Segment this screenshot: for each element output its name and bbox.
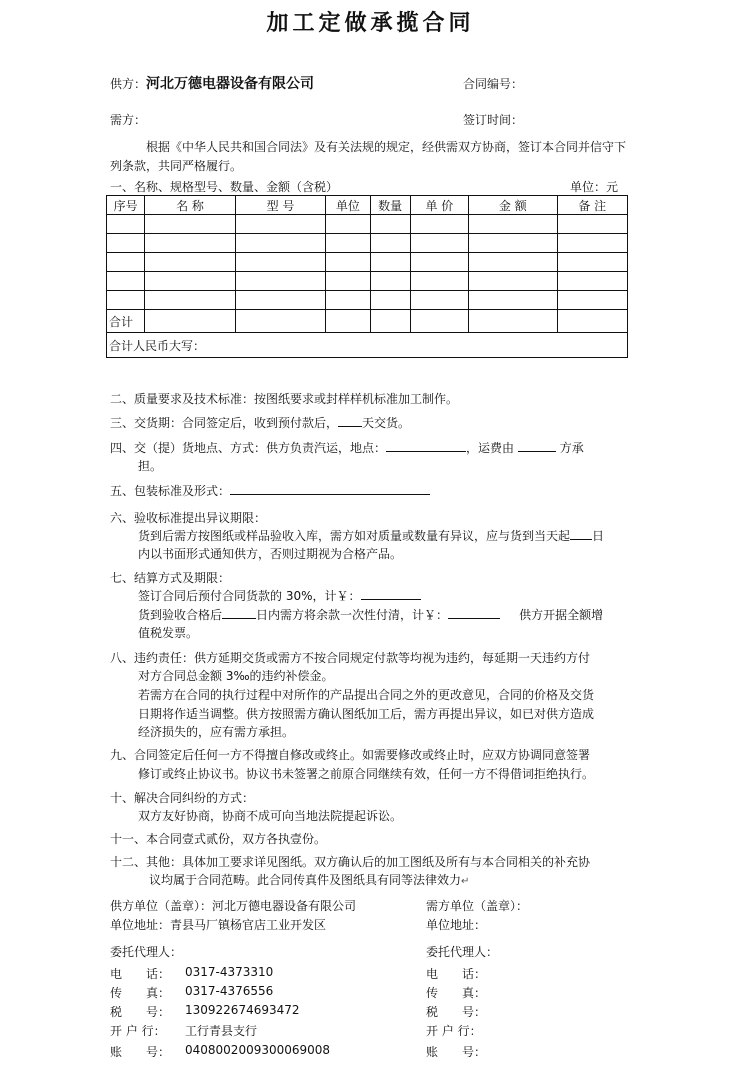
clause-6-line1 [138, 527, 604, 544]
sign-time-label: 签订时间： [463, 113, 524, 127]
clause-2: 二、质量要求及技术标准：按图纸要求或封样样机标准加工制作。 [110, 392, 459, 406]
buyer-bank-label: 开 户 行： [426, 1024, 482, 1038]
col-header-qty: 数量 [370, 196, 410, 215]
table-row [107, 253, 628, 272]
supplier-phone: 0317-4373310 [185, 965, 274, 979]
intro-paragraph: 根据《中华人民共和国合同法》及有关法规的规定，经供需双方协商，签订本合同并信守下列条款，共同严格履行。 [110, 140, 627, 173]
clause-12-text: 议均属于合同范畴。此合同传真件及图纸具有同等法律效力 [149, 873, 462, 887]
clause-7-balance: 日内需方将余款一次性付清，计￥： [256, 608, 449, 622]
blank-objection-days [570, 527, 592, 540]
blank-balance-days [222, 606, 256, 619]
clause-9-line1: 九、合同签定后任何一方不得擅自修改或终止。如需要修改或终止时，应双方协调同意签署 [110, 748, 591, 762]
col-header-model: 型 号 [235, 196, 326, 215]
buyer-phone-label: 电 话： [426, 967, 487, 981]
buyer-tax-label: 税 号： [426, 1005, 487, 1019]
document-title: 加工定做承揽合同 [266, 10, 475, 36]
section1-unit: 单位：元 [570, 180, 619, 194]
col-header-name: 名 称 [145, 196, 236, 215]
clause-8-line4: 日期将作适当调整。供方按照需方确认图纸加工后，需方再提出异议，如已对供方造成 [138, 707, 595, 721]
supplier-tax: 130922674693472 [185, 1003, 300, 1017]
clause-3 [110, 414, 410, 431]
buyer-label: 需方： [110, 113, 147, 127]
clause-7-line2 [138, 606, 603, 623]
clause-4-bear: 方承 [559, 441, 584, 455]
buyer-account-label: 账 号： [426, 1045, 487, 1059]
clause-7-line3: 值税发票。 [138, 626, 199, 640]
supplier-label: 供方： [110, 77, 147, 91]
buyer-address: 单位地址： [426, 918, 487, 932]
supplier-address: 单位地址：青县马厂镇杨官店工业开发区 [110, 918, 327, 932]
supplier-unit: 供方单位（盖章）：河北万德电器设备有限公司 [110, 899, 357, 913]
col-header-amount: 金 额 [469, 196, 558, 215]
supplier-bank: 工行青县支行 [185, 1024, 258, 1038]
clause-4-cont: 担。 [138, 459, 163, 473]
supplier-fax-label: 传 真： [110, 986, 171, 1000]
clause-6-heading: 六、验收标准提出异议期限： [110, 511, 267, 525]
supplier-account-label: 账 号： [110, 1045, 171, 1059]
clause-12-line2 [149, 871, 469, 888]
clause-8-line1: 八、违约责任：供方延期交货或需方不按合同规定付款等均视为违约，每延期一天违约方付 [110, 651, 591, 665]
clause-7-heading: 七、结算方式及期限： [110, 571, 231, 585]
col-header-remark: 备 注 [557, 196, 627, 215]
supplier-fax: 0317-4376556 [185, 984, 274, 998]
clause-4 [110, 439, 584, 456]
blank-location [386, 439, 466, 452]
table-row [107, 272, 628, 291]
clause-7-invoice: 供方开据全额增 [519, 608, 604, 622]
table-row [107, 291, 628, 310]
clause-3-text: 三、交货期：合同签定后，收到预付款后， [110, 416, 339, 430]
clause-4-freight: ，运费由 [466, 441, 515, 455]
clause-7-accept: 货到验收合格后 [138, 608, 223, 622]
clause-6-text: 货到后需方按图纸或样品验收入库，需方如对质量或数量有异议，应与货到当天起 [138, 529, 571, 543]
clause-6-day: 日 [592, 529, 605, 543]
items-table [106, 195, 628, 358]
contract-no-label: 合同编号： [463, 77, 524, 91]
clause-12-line1: 十二、其他：具体加工要求详见图纸。双方确认后的加工图纸及所有与本合同相关的补充协 [110, 855, 591, 869]
table-total-row [107, 310, 628, 333]
buyer-fax-label: 传 真： [426, 986, 487, 1000]
clause-10-line1: 双方友好协商，协商不成可向当地法院提起诉讼。 [138, 809, 403, 823]
table-header-row [107, 196, 628, 215]
clause-10-heading: 十、解决合同纠纷的方式： [110, 791, 255, 805]
clause-3-suffix: 天交货。 [362, 416, 411, 430]
clause-7-line1 [138, 587, 421, 604]
rmb-total-label: 合计人民币大写： [107, 333, 628, 358]
table-rmb-row [107, 333, 628, 358]
supplier-bank-label: 开 户 行： [110, 1024, 166, 1038]
clause-5 [110, 482, 430, 499]
clause-4-text: 四、交（提）货地点、方式：供方负责汽运，地点： [110, 441, 387, 455]
supplier-name: 河北万德电器设备有限公司 [146, 76, 315, 92]
supplier-account: 0408002009300069008 [185, 1043, 331, 1057]
paragraph-mark-icon: ↵ [461, 876, 470, 887]
supplier-phone-label: 电 话： [110, 967, 171, 981]
total-label: 合计 [107, 310, 145, 333]
col-header-price: 单 价 [410, 196, 468, 215]
section1-heading: 一、名称、规格型号、数量、金额（含税） [110, 180, 339, 194]
supplier-agent: 委托代理人： [110, 945, 183, 959]
clause-7-prepay: 签订合同后预付合同货款的 30%，计￥： [138, 589, 361, 603]
buyer-unit: 需方单位（盖章）： [426, 899, 529, 913]
table-row [107, 234, 628, 253]
blank-prepay-amount [361, 587, 421, 600]
buyer-agent: 委托代理人： [426, 945, 499, 959]
supplier-line [110, 73, 314, 93]
col-header-index: 序号 [107, 196, 145, 215]
clause-9-line2: 修订或终止协议书。协议书未签署之前原合同继续有效，任何一方不得借词拒绝执行。 [138, 767, 595, 781]
clause-5-text: 五、包装标准及形式： [110, 484, 231, 498]
col-header-unit: 单位 [326, 196, 370, 215]
blank-days [338, 414, 362, 427]
blank-packaging [230, 482, 430, 495]
clause-11: 十一、本合同壹式贰份，双方各执壹份。 [110, 832, 327, 846]
supplier-tax-label: 税 号： [110, 1005, 171, 1019]
clause-8-line3: 若需方在合同的执行过程中对所作的产品提出合同之外的更改意见，合同的价格及交货 [138, 688, 595, 702]
table-row [107, 215, 628, 234]
blank-balance-amount [448, 606, 500, 619]
clause-8-line2: 对方合同总金额 3‰的违约补偿金。 [138, 669, 334, 683]
blank-freight-party [518, 439, 556, 452]
clause-8-line5: 经济损失的，应有需方承担。 [138, 725, 295, 739]
clause-6-line2: 内以书面形式通知供方，否则过期视为合格产品。 [138, 547, 403, 561]
